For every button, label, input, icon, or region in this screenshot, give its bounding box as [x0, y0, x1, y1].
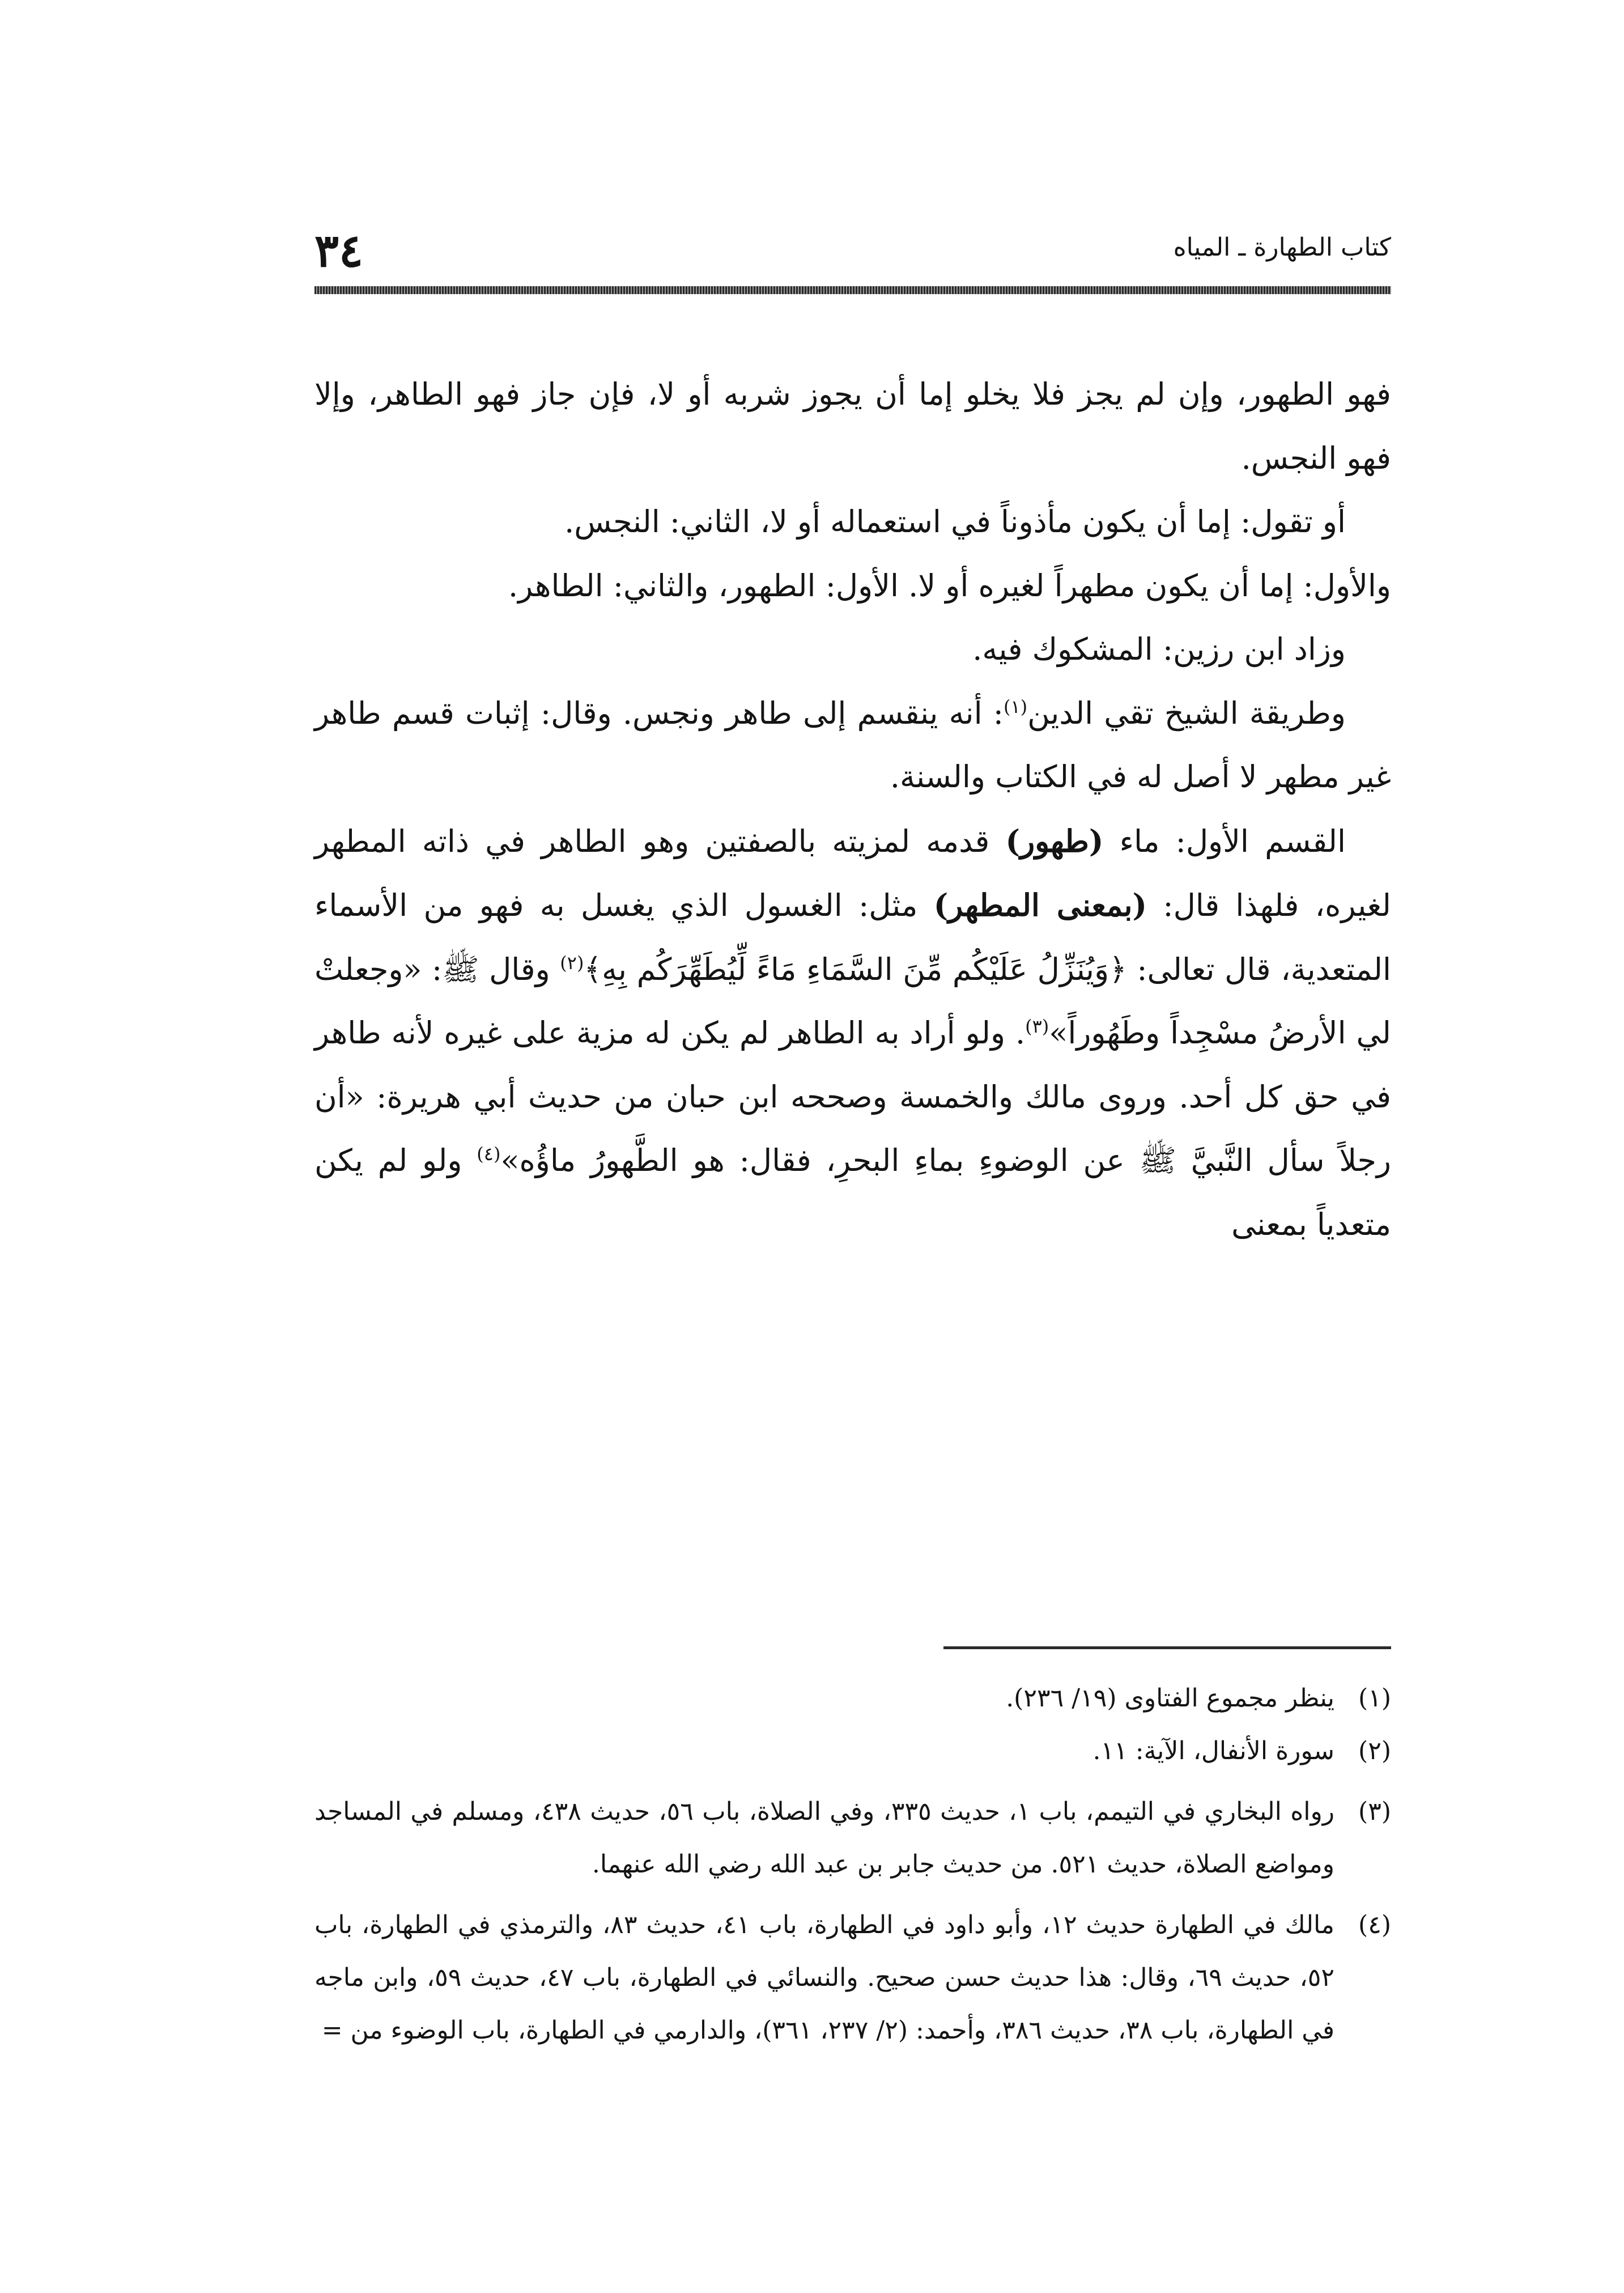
- paragraph-2: أو تقول: إما أن يكون مأذوناً في استعماله أو لا، الثاني: النجس.: [564, 504, 1346, 540]
- footnote-number: (١): [1358, 1684, 1391, 1713]
- paragraph-6: [314, 809, 1391, 1257]
- page-number: ٣٤: [314, 224, 363, 277]
- paragraph-4: وزاد ابن رزين: المشكوك فيه.: [972, 631, 1346, 667]
- footnote-3: [314, 1785, 1391, 1891]
- term-tahur: (طهور): [1005, 822, 1104, 859]
- paragraph-6-text-e: . ولو أراد به الطاهر لم يكن له مزية على غيره لأنه طاهر في حق كل أحد. وروى مالك والخمسة وصححه ابن حبان من حديث أبي هريرة: «أن رجلاً سأل النَّبيَّ ﷺ عن الوضوءِ بماءِ البحرِ، فقال: هو الطَّهورُ ماؤُه»: [314, 1015, 1392, 1178]
- paragraph-5-text-a: وطريقة الشيخ تقي الدين: [1027, 695, 1346, 731]
- paragraph-3: والأول: إما أن يكون مطهراً لغيره أو لا. الأول: الطهور، والثاني: الطاهر.: [508, 567, 1391, 604]
- footnote-2: [314, 1725, 1391, 1777]
- footnotes: [314, 1672, 1391, 2057]
- footnote-rule: [943, 1646, 1391, 1649]
- footnote-ref-3[interactable]: (٣): [1025, 1016, 1049, 1037]
- footnote-ref-4[interactable]: (٤): [477, 1143, 501, 1165]
- running-header: [314, 213, 1391, 281]
- term-mutahhir: (بمعنى المطهر): [933, 887, 1147, 923]
- chapter-title: كتاب الطهارة ـ المياه: [1173, 233, 1391, 262]
- footnote-number: (٢): [1358, 1736, 1391, 1765]
- header-rule: [314, 286, 1391, 294]
- paragraph-6-text-d: وقال ﷺ: «وجعلتْ لي الأرضُ مسْجِداً وطَهُوراً»: [314, 951, 1391, 1051]
- main-text: [314, 363, 1391, 1256]
- footnote-text: رواه البخاري في التيمم، باب ١، حديث ٣٣٥، وفي الصلاة، باب ٥٦، حديث ٤٣٨، ومسلم في المساجد ومواضع الصلاة، حديث ٥٢١. من حديث جابر بن عبد الله رضي الله عنهما.: [314, 1797, 1334, 1879]
- paragraph-5: [314, 682, 1391, 809]
- footnote-number: (٤): [1358, 1910, 1391, 1939]
- paragraph-5-text-b: : أنه ينقسم إلى طاهر ونجس. وقال: إثبات قسم طاهر غير مطهر لا أصل له في الكتاب والسنة.: [314, 695, 1391, 795]
- footnote-ref-2[interactable]: (٢): [560, 952, 584, 974]
- paragraph-6-text-c: مثل: الغسول الذي يغسل به فهو من الأسماء المتعدية، قال تعالى: ﴿وَيُنَزِّلُ عَلَيْكُم مِّنَ السَّمَاءِ مَاءً لِّيُطَهِّرَكُم بِهِ﴾: [314, 888, 1391, 987]
- paragraph-6-text-a: القسم الأول: ماء: [1103, 823, 1346, 859]
- footnote-ref-1[interactable]: (١): [1003, 695, 1028, 717]
- paragraph-6-text-b: قدمه لمزيته بالصفتين وهو الطاهر في ذاته المطهر لغيره، فلهذا قال:: [314, 823, 1391, 923]
- footnote-1: [314, 1672, 1391, 1725]
- paragraph-1: فهو الطهور، وإن لم يجز فلا يخلو إما أن يجوز شربه أو لا، فإن جاز فهو الطاهر، وإلا فهو النجس.: [314, 376, 1391, 476]
- footnote-text: سورة الأنفال، الآية: ١١.: [1092, 1736, 1334, 1765]
- footnote-text: ينظر مجموع الفتاوى (١٩/ ٢٣٦).: [1006, 1684, 1334, 1713]
- footnote-4: [314, 1899, 1391, 2057]
- footnote-text: مالك في الطهارة حديث ١٢، وأبو داود في الطهارة، باب ٤١، حديث ٨٣، والترمذي في الطهارة، باب ٥٢، حديث ٦٩، وقال: هذا حديث حسن صحيح. والنسائي في الطهارة، باب ٤٧، حديث ٥٩، وابن ماجه في الطهارة، باب ٣٨، حديث ٣٨٦، وأحمد: (٢/ ٢٣٧، ٣٦١)، والدارمي في الطهارة، باب الوضوء من =: [314, 1910, 1335, 2045]
- paragraph-6-text-f: ولو لم يكن متعدياً بمعنى: [314, 1143, 1391, 1242]
- footnote-number: (٣): [1358, 1797, 1391, 1826]
